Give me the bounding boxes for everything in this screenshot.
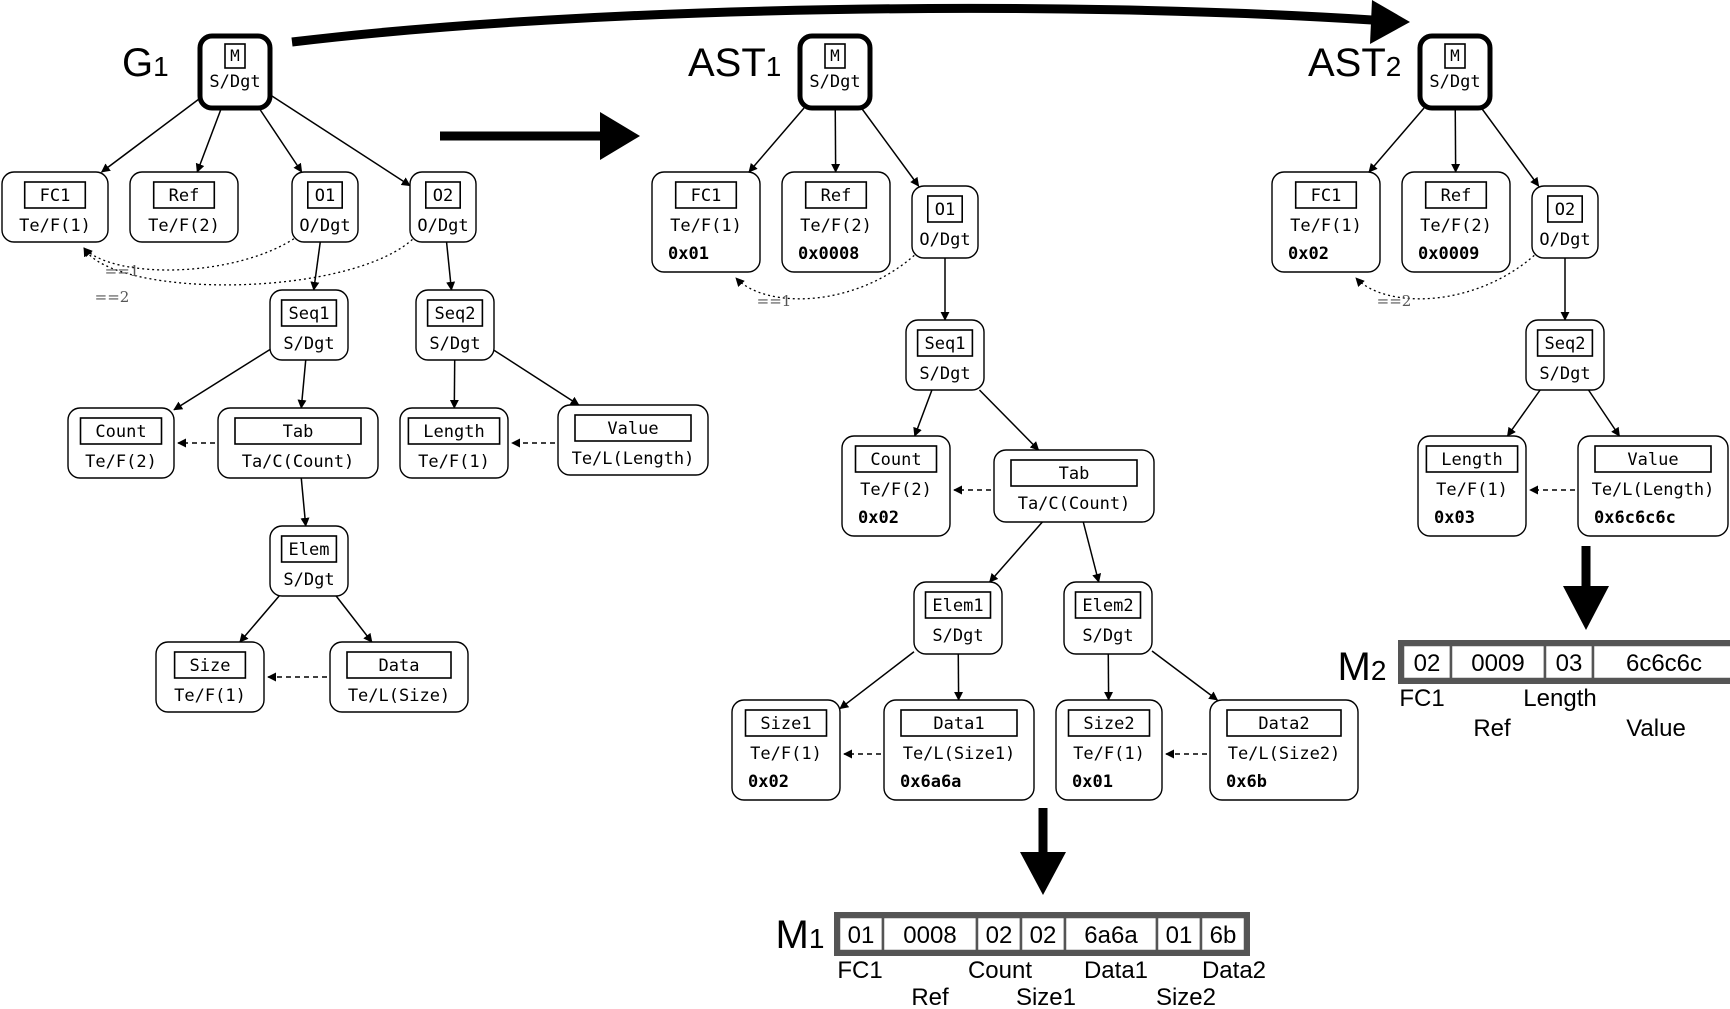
transition-arrowhead — [1370, 0, 1410, 44]
node-g1-m — [200, 36, 270, 108]
node-type: S/Dgt — [209, 72, 261, 92]
node-type: S/Dgt — [1539, 364, 1591, 384]
node-type: Te/L(Size1) — [902, 744, 1016, 764]
message-cell-value: 01 — [847, 922, 875, 949]
message-field-label: Ref — [1473, 715, 1511, 742]
node-ast1-tab — [994, 450, 1154, 522]
tree-edge — [259, 108, 302, 172]
node-name: Size — [189, 656, 231, 676]
message-field-label: Value — [1626, 715, 1686, 742]
node-ast1-m — [800, 36, 870, 108]
node-type: Ta/C(Count) — [1017, 494, 1131, 514]
node-value: 0x6a6a — [900, 772, 962, 792]
tree-edge — [1369, 108, 1424, 172]
condition-label: ==1 — [104, 262, 140, 280]
message-cell-value: 03 — [1555, 650, 1583, 677]
node-ast2-seq2 — [1526, 320, 1604, 390]
message-cell-value: 01 — [1165, 922, 1193, 949]
tree-edge — [990, 522, 1043, 582]
node-type: Te/F(1) — [19, 216, 91, 236]
node-type: Te/F(2) — [1420, 216, 1492, 236]
tree-edge — [301, 478, 305, 526]
message-cell-value: 6b — [1209, 922, 1237, 949]
node-type: Te/F(1) — [750, 744, 822, 764]
message-cell-value: 02 — [985, 922, 1013, 949]
tree-edge — [1507, 390, 1540, 436]
node-name: O1 — [934, 200, 956, 220]
graph-title-main: AST — [688, 41, 766, 85]
node-name: Elem1 — [932, 596, 984, 616]
condition-label: ==1 — [756, 292, 792, 310]
graph-title-main: G — [122, 41, 154, 85]
node-value: 0x02 — [748, 772, 789, 792]
node-name: Ref — [168, 186, 200, 206]
condition-label: ==2 — [94, 288, 130, 306]
message-cell-value: 6c6c6c — [1625, 650, 1703, 677]
message-cell-value: 6a6a — [1084, 922, 1138, 949]
node-name: Ref — [820, 186, 852, 206]
node-name: M — [830, 46, 840, 65]
node-type: S/Dgt — [1429, 72, 1481, 92]
node-value: 0x01 — [668, 244, 709, 264]
tree-edge — [301, 360, 305, 408]
node-value: 0x01 — [1072, 772, 1113, 792]
node-type: O/Dgt — [417, 216, 469, 236]
node-name: FC1 — [1310, 186, 1342, 206]
node-name: Count — [95, 422, 147, 442]
message-cell-value: 02 — [1413, 650, 1441, 677]
node-g1-size — [156, 642, 264, 712]
node-name: Data1 — [933, 714, 985, 734]
node-type: Te/L(Length) — [571, 449, 695, 469]
node-type: O/Dgt — [299, 216, 351, 236]
node-ast1-o1 — [912, 186, 978, 258]
graph-title-sub: 2 — [1385, 51, 1402, 82]
node-name: O2 — [1554, 200, 1576, 220]
message-field-label: Size1 — [1015, 984, 1077, 1009]
node-name: Value — [607, 419, 659, 439]
message-field-label: Size2 — [1155, 984, 1217, 1009]
nodes-layer — [2, 36, 1728, 800]
node-value: 0x6c6c6c — [1594, 508, 1676, 528]
message-field-label: Length — [1523, 685, 1597, 712]
tree-edge — [915, 390, 932, 436]
node-type: Te/F(1) — [418, 452, 490, 472]
message-title-main: M — [1337, 645, 1371, 689]
node-name: Elem2 — [1082, 596, 1134, 616]
graph-title-main: AST — [1308, 41, 1386, 85]
node-ast1-fc1 — [652, 172, 760, 272]
node-type: O/Dgt — [919, 230, 971, 250]
node-g1-seq2 — [416, 290, 494, 360]
message-title — [776, 913, 825, 957]
node-type: Te/F(1) — [1290, 216, 1362, 236]
node-name: Tab — [282, 422, 314, 442]
node-name: Data2 — [1258, 714, 1310, 734]
node-type: Te/L(Size2) — [1227, 744, 1341, 764]
tree-edge — [1152, 651, 1217, 700]
message-m1 — [776, 913, 1266, 1009]
node-name: M — [230, 46, 240, 65]
message-cell-value: 02 — [1029, 922, 1057, 949]
tree-edge — [174, 349, 270, 409]
node-name: Seq1 — [288, 304, 330, 324]
message-field-label: Count — [967, 957, 1033, 984]
graph-title-ast2 — [1308, 41, 1401, 85]
node-g1-tab — [218, 408, 378, 478]
graph-title-sub: 1 — [765, 51, 782, 82]
node-g1-elem — [270, 526, 348, 596]
node-ast2-value — [1578, 436, 1728, 536]
message-field-label: FC1 — [837, 957, 883, 984]
transition-arrowhead — [1020, 852, 1066, 895]
message-field-label: Data2 — [1201, 957, 1267, 984]
node-name: O1 — [314, 186, 336, 206]
tree-edge — [314, 242, 321, 290]
node-type: Ta/C(Count) — [241, 452, 355, 472]
node-ast1-seq1 — [906, 320, 984, 390]
tree-edge — [447, 242, 452, 290]
node-name: Elem — [288, 540, 330, 560]
message-m2 — [1338, 642, 1730, 742]
node-type: S/Dgt — [283, 334, 335, 354]
message-cell-value: 0009 — [1471, 650, 1525, 677]
node-name: Tab — [1058, 464, 1090, 484]
node-name: Size1 — [760, 714, 812, 734]
node-ast1-size2 — [1056, 700, 1162, 800]
node-type: S/Dgt — [932, 626, 984, 646]
node-name: Count — [870, 450, 922, 470]
node-value: 0x02 — [1288, 244, 1329, 264]
node-type: Te/L(Length) — [1591, 480, 1715, 500]
tree-edge — [102, 98, 200, 172]
node-ast1-data1 — [884, 700, 1034, 800]
graph-title-ast1 — [688, 41, 781, 85]
message-title — [1338, 645, 1387, 689]
node-name: Size2 — [1083, 714, 1135, 734]
node-type: Te/F(1) — [1073, 744, 1145, 764]
node-ast2-ref — [1402, 172, 1510, 272]
message-cell-value: 0008 — [903, 922, 957, 949]
node-name: FC1 — [690, 186, 722, 206]
tree-edge — [494, 350, 579, 405]
node-type: Te/F(2) — [85, 452, 157, 472]
graph-title-g1 — [122, 41, 169, 85]
node-type: O/Dgt — [1539, 230, 1591, 250]
node-ast2-length — [1418, 436, 1526, 536]
node-name: Seq1 — [924, 334, 966, 354]
node-ast2-m — [1420, 36, 1490, 108]
message-field-label: FC1 — [1399, 685, 1445, 712]
node-name: Length — [423, 422, 485, 442]
node-name: Seq2 — [434, 304, 476, 324]
transition-arrowhead — [600, 112, 640, 160]
graph-title-sub: 1 — [153, 51, 169, 82]
node-type: Te/L(Size) — [347, 686, 451, 706]
node-type: Te/F(2) — [800, 216, 872, 236]
node-name: Data — [378, 656, 420, 676]
node-type: S/Dgt — [1082, 626, 1134, 646]
node-name: Length — [1441, 450, 1503, 470]
node-name: Value — [1627, 450, 1679, 470]
node-value: 0x02 — [858, 508, 899, 528]
node-g1-count — [68, 408, 174, 478]
node-value: 0x6b — [1226, 772, 1267, 792]
node-name: FC1 — [39, 186, 71, 206]
node-g1-seq1 — [270, 290, 348, 360]
tree-edge — [240, 596, 279, 642]
tree-edge — [1589, 390, 1620, 436]
node-name: Ref — [1440, 186, 1472, 206]
node-ast1-ref — [782, 172, 890, 272]
message-field-label: Ref — [911, 984, 949, 1009]
node-g1-ref — [130, 172, 238, 242]
node-name: M — [1450, 46, 1460, 65]
tree-edge — [197, 108, 221, 172]
node-g1-length — [400, 408, 508, 478]
condition-label: ==2 — [1376, 292, 1412, 310]
node-type: Te/F(1) — [174, 686, 246, 706]
node-name: O2 — [432, 186, 454, 206]
node-g1-value — [558, 405, 708, 475]
message-title-sub: 1 — [808, 923, 825, 954]
transition-arrowhead — [1563, 586, 1609, 630]
node-ast1-count — [842, 436, 950, 536]
node-type: S/Dgt — [429, 334, 481, 354]
node-type: S/Dgt — [919, 364, 971, 384]
node-value: 0x0009 — [1418, 244, 1480, 264]
tree-edge — [336, 596, 372, 642]
node-ast2-o2 — [1532, 186, 1598, 258]
tree-edge — [979, 390, 1038, 450]
node-name: Seq2 — [1544, 334, 1586, 354]
node-value: 0x03 — [1434, 508, 1475, 528]
node-g1-o2 — [410, 172, 476, 242]
node-g1-data — [330, 642, 468, 712]
node-g1-fc1 — [2, 172, 108, 242]
node-type: Te/F(1) — [670, 216, 742, 236]
node-ast1-size1 — [732, 700, 840, 800]
message-title-sub: 2 — [1370, 655, 1387, 686]
node-ast2-fc1 — [1272, 172, 1380, 272]
node-type: Te/F(1) — [1436, 480, 1508, 500]
node-type: Te/F(2) — [860, 480, 932, 500]
node-type: S/Dgt — [809, 72, 861, 92]
tree-edge — [749, 108, 804, 172]
node-ast1-data2 — [1210, 700, 1358, 800]
message-title-main: M — [775, 913, 809, 957]
node-g1-o1 — [292, 172, 358, 242]
message-field-label: Data1 — [1083, 957, 1149, 984]
node-type: S/Dgt — [283, 570, 335, 590]
node-ast1-elem1 — [914, 582, 1002, 654]
node-type: Te/F(2) — [148, 216, 220, 236]
node-value: 0x0008 — [798, 244, 860, 264]
tree-edge — [1083, 522, 1098, 582]
node-ast1-elem2 — [1064, 582, 1152, 654]
